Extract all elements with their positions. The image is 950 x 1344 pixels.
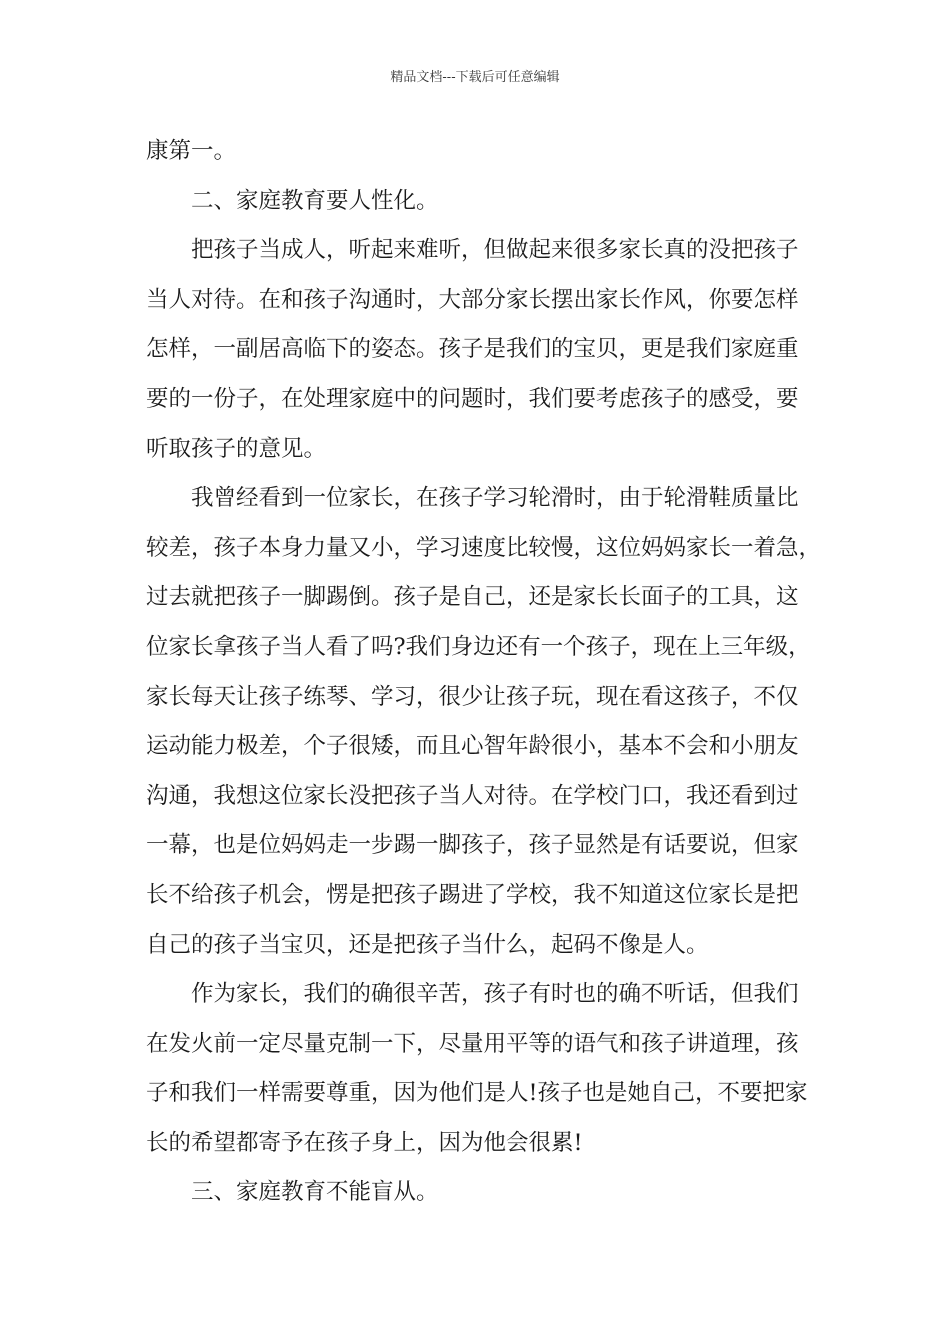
text-line: 当人对待。在和孩子沟通时，大部分家长摆出家长作风，你要怎样 — [146, 286, 799, 313]
text-line: 长的希望都寄予在孩子身上，因为他会很累! — [146, 1129, 583, 1156]
text-line: 子和我们一样需要尊重，因为他们是人!孩子也是她自己，不要把家 — [146, 1080, 808, 1107]
page-header: 精品文档---下载后可任意编辑 — [390, 70, 560, 85]
text-line: 沟通，我想这位家长没把孩子当人对待。在学校门口，我还看到过 — [146, 782, 799, 809]
document-body — [146, 127, 822, 1218]
text-line: 我曾经看到一位家长，在孩子学习轮滑时，由于轮滑鞋质量比 — [191, 485, 799, 512]
text-line: 在发火前一定尽量克制一下，尽量用平等的语气和孩子讲道理，孩 — [146, 1030, 799, 1057]
section-heading: 二、家庭教育要人性化。 — [191, 187, 439, 214]
text-line: 康第一。 — [146, 138, 237, 164]
text-line: 家长每天让孩子练琴、学习，很少让孩子玩，现在看这孩子，不仅 — [146, 683, 799, 710]
text-line: 较差，孩子本身力量又小，学习速度比较慢，这位妈妈家长一着急， — [146, 534, 822, 561]
text-line: 位家长拿孩子当人看了吗?我们身边还有一个孩子，现在上三年级， — [146, 633, 811, 660]
text-line: 怎样，一副居高临下的姿态。孩子是我们的宝贝，更是我们家庭重 — [146, 336, 799, 363]
text-line: 要的一份子，在处理家庭中的问题时，我们要考虑孩子的感受，要 — [146, 385, 799, 412]
text-line: 把孩子当成人，听起来难听，但做起来很多家长真的没把孩子 — [191, 237, 799, 264]
text-line: 一幕，也是位妈妈走一步踢一脚孩子，孩子显然是有话要说，但家 — [146, 832, 799, 859]
text-line: 长不给孩子机会，愣是把孩子踢进了学校，我不知道这位家长是把 — [146, 881, 799, 908]
text-line: 运动能力极差，个子很矮，而且心智年龄很小，基本不会和小朋友 — [146, 733, 799, 760]
text-line: 过去就把孩子一脚踢倒。孩子是自己，还是家长长面子的工具，这 — [146, 584, 799, 611]
text-line: 自己的孩子当宝贝，还是把孩子当什么，起码不像是人。 — [146, 931, 709, 958]
section-heading: 三、家庭教育不能盲从。 — [191, 1179, 439, 1206]
text-line: 作为家长，我们的确很辛苦，孩子有时也的确不听话，但我们 — [191, 981, 799, 1008]
text-line: 听取孩子的意见。 — [146, 435, 327, 462]
